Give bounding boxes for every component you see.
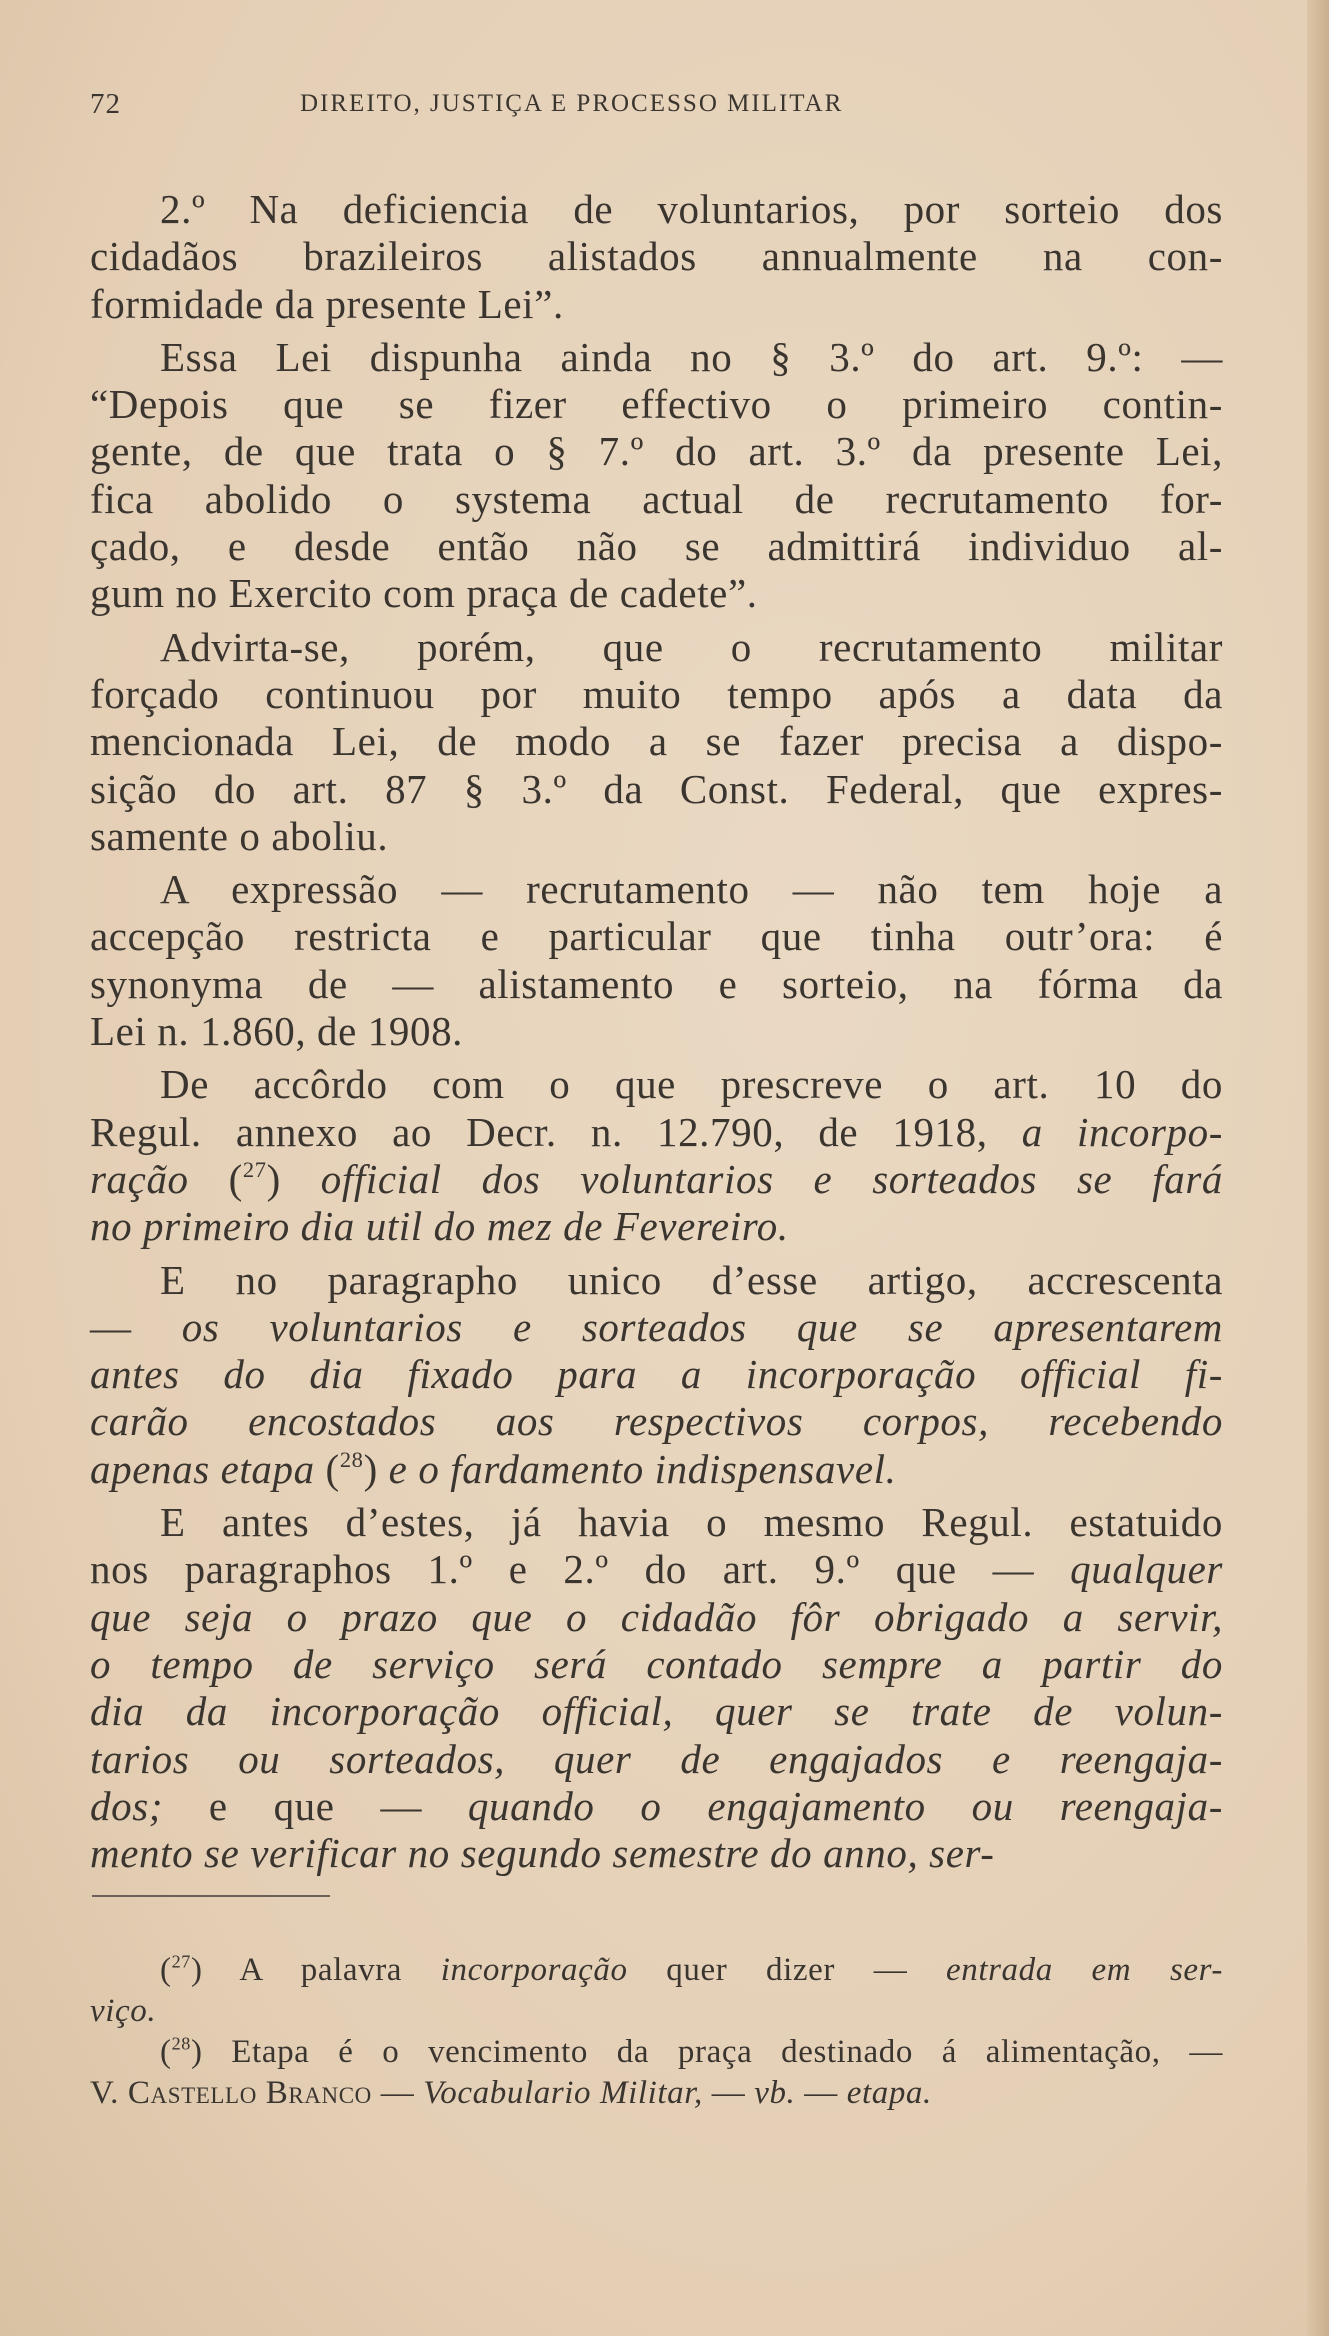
text-line xyxy=(90,1736,1223,1783)
running-header xyxy=(90,88,1222,128)
text: E antes d’estes, já havia o mesmo Regul. estatuido xyxy=(160,1499,1223,1546)
text: A expressão — recrutamento — não tem hoje a xyxy=(160,866,1223,913)
footnote-ref-paren: ) xyxy=(190,1952,203,1988)
italic-text: quando o engajamento ou reengaja- xyxy=(467,1782,1223,1829)
footnote-ref xyxy=(160,2034,203,2070)
footnote-number: 28 xyxy=(171,2033,191,2054)
text-line xyxy=(90,1257,1223,1304)
text-line xyxy=(90,1950,1223,1991)
italic-text: ração xyxy=(90,1155,229,1202)
footnote-ref-paren: ) xyxy=(190,2034,203,2070)
text: — xyxy=(702,2075,755,2111)
footnote-number: 28 xyxy=(339,1446,364,1472)
footnote-ref-paren: ( xyxy=(325,1445,340,1492)
footnote-ref-paren: ) xyxy=(266,1155,281,1202)
italic-text: qualquer xyxy=(1070,1546,1223,1593)
paragraph xyxy=(90,1257,1223,1493)
italic-text: e o fardamento indispensavel. xyxy=(377,1445,897,1492)
paragraph xyxy=(90,1061,1223,1250)
text-line xyxy=(90,2032,1223,2073)
footnote-number: 27 xyxy=(171,1951,191,1972)
italic-text: etapa. xyxy=(846,2075,932,2111)
text-line xyxy=(90,718,1223,765)
italic-text: tarios ou sorteados, quer de engajados e reengaja- xyxy=(90,1735,1223,1782)
text-line xyxy=(90,233,1223,280)
text: forçado continuou por muito tempo após a data da xyxy=(90,670,1223,717)
footnote xyxy=(90,2032,1223,2114)
page-number: 72 xyxy=(90,88,121,120)
footnotes xyxy=(90,1950,1223,2114)
text: Regul. annexo ao Decr. n. 12.790, de 1918, xyxy=(90,1108,1022,1155)
text-line xyxy=(90,570,1223,617)
footnote-ref-paren: ( xyxy=(228,1155,243,1202)
page-edge xyxy=(1307,0,1329,2336)
text-line xyxy=(90,766,1223,813)
italic-text: Vocabulario Militar, xyxy=(423,2075,703,2111)
paragraph xyxy=(90,624,1223,860)
text-line xyxy=(90,381,1223,428)
text: quer dizer — xyxy=(627,1952,946,1988)
text: sição do art. 87 § 3.º da Const. Federal, que expres- xyxy=(90,765,1223,812)
italic-text: antes do dia fixado para a incorporação official fi- xyxy=(90,1351,1223,1398)
italic-text: mento se verificar no segundo semestre do anno, ser- xyxy=(90,1830,995,1877)
text-line xyxy=(90,671,1223,718)
text-line xyxy=(90,1109,1223,1156)
text: E no paragrapho unico d’esse artigo, accrescenta xyxy=(160,1256,1223,1303)
text: samente o aboliu. xyxy=(90,812,389,859)
text: gente, de que trata o § 7.º do art. 3.º da presente Lei, xyxy=(90,428,1223,475)
text-line xyxy=(90,1061,1223,1108)
running-title: DIREITO, JUSTIÇA E PROCESSO MILITAR xyxy=(300,90,844,117)
text-line xyxy=(90,624,1223,671)
footnote-ref-paren: ( xyxy=(160,2034,172,2070)
paragraph xyxy=(90,186,1223,328)
text: fica abolido o systema actual de recrutamento for- xyxy=(90,475,1223,522)
text: çado, e desde então não se admittirá individuo al- xyxy=(90,523,1223,570)
text-line xyxy=(90,1351,1223,1398)
italic-text: no primeiro dia util do mez de Fevereiro. xyxy=(90,1203,789,1250)
footnote-ref-paren: ) xyxy=(363,1445,378,1492)
text-line xyxy=(90,1008,1223,1055)
text: — xyxy=(795,2075,847,2111)
italic-text: os voluntarios e sorteados que se apresentarem xyxy=(181,1303,1224,1350)
text: A palavra xyxy=(202,1952,441,1988)
text: accepção restricta e particular que tinha outr’ora: é xyxy=(90,913,1223,960)
text: synonyma de — alistamento e sorteio, na fórma da xyxy=(90,960,1223,1007)
text: De accôrdo com o que prescreve o art. 10 do xyxy=(160,1061,1223,1108)
text: Lei n. 1.860, de 1908. xyxy=(90,1008,464,1055)
text-line xyxy=(90,1688,1223,1735)
footnote xyxy=(90,1950,1223,2032)
text: gum no Exercito com praça de cadete”. xyxy=(90,570,758,617)
footnote-ref-paren: ( xyxy=(160,1952,172,1988)
text: Essa Lei dispunha ainda no § 3.º do art. 9.º: — xyxy=(160,333,1223,380)
paragraph xyxy=(90,334,1223,618)
footnote-ref xyxy=(326,1446,378,1492)
italic-text: incorporação xyxy=(440,1952,628,1988)
text-line xyxy=(90,1203,1223,1250)
italic-text: que seja o prazo que o cidadão fôr obrigado a servir, xyxy=(90,1593,1223,1640)
text: Etapa é o vencimento da praça destinado á alimentação, — xyxy=(202,2034,1223,2070)
italic-text: dia da incorporação official, quer se trate de volun- xyxy=(90,1688,1223,1735)
text: Advirta-se, porém, que o recrutamento militar xyxy=(160,623,1223,670)
paragraph xyxy=(90,1499,1223,1877)
footnote-ref xyxy=(160,1952,203,1988)
text-line xyxy=(90,813,1223,860)
text-line xyxy=(90,1304,1223,1351)
text: 2.º Na deficiencia de voluntarios, por sorteio dos xyxy=(160,186,1223,232)
text-line xyxy=(90,2073,1223,2114)
italic-text: o tempo de serviço será contado sempre a partir do xyxy=(90,1640,1223,1687)
text: mencionada Lei, de modo a se fazer precisa a dispo- xyxy=(90,718,1223,765)
text-line xyxy=(90,1594,1223,1641)
text-line xyxy=(90,1446,1223,1493)
text-line xyxy=(90,186,1223,233)
text-line xyxy=(90,523,1223,570)
text: V. xyxy=(90,2075,128,2111)
text-line xyxy=(90,1830,1223,1877)
italic-text: carão encostados aos respectivos corpos, recebendo xyxy=(90,1398,1223,1445)
text-line xyxy=(90,1783,1223,1830)
text-line xyxy=(90,1991,1223,2032)
body-text xyxy=(90,180,1223,1877)
text-line xyxy=(90,1398,1223,1445)
text-line xyxy=(90,428,1223,475)
text: formidade da presente Lei”. xyxy=(90,280,564,327)
text: “Depois que se fizer effectivo o primeiro contin- xyxy=(90,381,1223,428)
footnote-number: 27 xyxy=(242,1157,267,1183)
text: — xyxy=(90,1303,182,1350)
footnote-rule xyxy=(92,1895,330,1897)
text: nos paragraphos 1.º e 2.º do art. 9.º que — xyxy=(90,1546,1071,1593)
italic-text: vb. xyxy=(754,2075,796,2111)
paragraph xyxy=(90,866,1223,1055)
italic-text: a incorpo- xyxy=(1021,1108,1224,1155)
text-line xyxy=(90,476,1223,523)
text-line xyxy=(90,1641,1223,1688)
text-line xyxy=(90,913,1223,960)
author-name: Castello Branco xyxy=(127,2075,372,2111)
text: cidadãos brazileiros alistados annualmente na con- xyxy=(90,233,1223,280)
text-line xyxy=(90,1156,1223,1203)
footnote-ref xyxy=(229,1156,281,1202)
italic-text: apenas etapa xyxy=(90,1445,326,1492)
text-line xyxy=(90,1499,1223,1546)
text: — xyxy=(371,2075,424,2111)
text-line xyxy=(90,961,1223,1008)
text: e que — xyxy=(163,1782,468,1829)
text-line xyxy=(90,866,1223,913)
text-line xyxy=(90,1546,1223,1593)
italic-text: viço. xyxy=(90,1993,157,2029)
text-line xyxy=(90,334,1223,381)
italic-text: official dos voluntarios e sorteados se fará xyxy=(280,1155,1223,1202)
italic-text: dos; xyxy=(90,1782,164,1829)
italic-text: entrada em ser- xyxy=(946,1952,1224,1988)
text-line xyxy=(90,281,1223,328)
